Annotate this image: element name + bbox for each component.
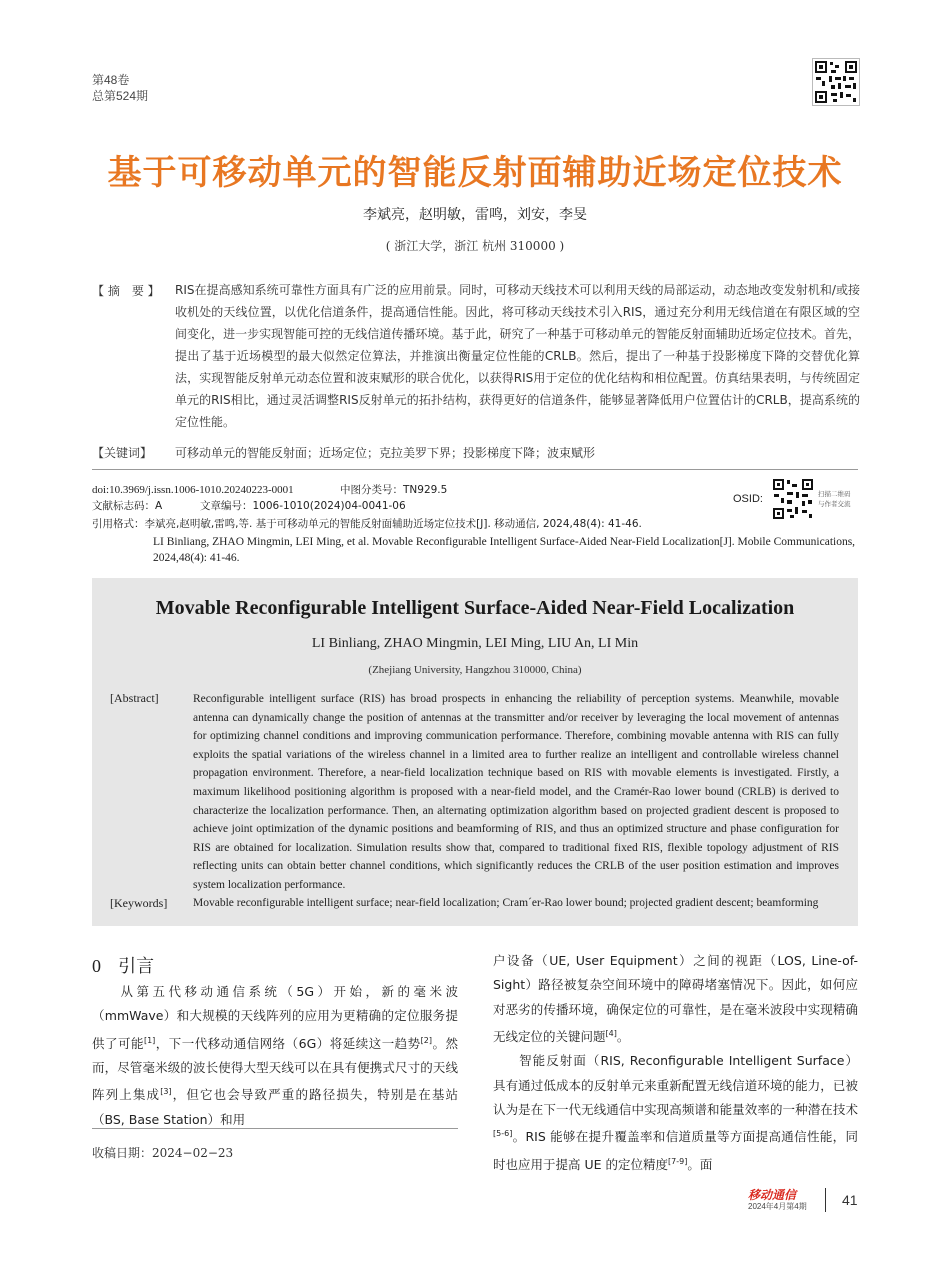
journal-logo: 移动通信: [748, 1188, 797, 1202]
paragraph-text: 户设备（UE, User Equipment）之间的视距（LOS, Line-of-Sight）路径被复杂空间环境中的障碍堵塞情况下。因此，如何应对恶劣的传播环境，确保定位的可靠性，是在毫米波段中实现精确无线定位的关键问题: [493, 953, 858, 1045]
english-title: Movable Reconfigurable Intelligent Surface-Aided Near-Field Localization: [155, 597, 795, 619]
citation-ref[interactable]: [4]: [605, 1028, 617, 1038]
paragraph-text: 。RIS 能够在提升覆盖率和信道质量等方面提高通信性能，同时也应用于提高 UE 的定位精度: [493, 1129, 858, 1172]
authors-cn: 李斌亮，赵明敏，雷鸣，刘安，李旻: [363, 207, 587, 223]
received-date: 收稿日期：2024−02−23: [92, 1146, 234, 1160]
section-title: 引言: [118, 956, 155, 977]
body-column-right: [493, 949, 858, 1177]
paragraph-text: 从第五代移动通信系统（5G）开始，新的毫米波（mmWave）和大规模的天线阵列的应用为更精确的定位服务提供了可能: [92, 984, 458, 1051]
keywords-cn-label: 【关键词】: [92, 446, 153, 460]
citation-en: LI Binliang, ZHAO Mingmin, LEI Ming, et al. Movable Reconfigurable Intelligent Surface-Aided Near-Field Localization[J]. Mobile Communications, 2024,48(4): 41-46.: [153, 536, 856, 564]
body-column-left: [92, 980, 458, 1132]
abstract-cn: RIS在提高感知系统可靠性方面具有广泛的应用前景。同时，可移动天线技术可以利用天线的局部运动，动态地改变发射机和/或接收机处的天线位置，以优化信道条件，提高通信性能。因此，将可移动天线技术引入RIS，通过充分利用无线信道在有限区域的空间变化，进一步实现智能可控的无线信道传播环境。基于此，研究了一种基于可移动单元的智能反射面辅助近场定位技术。首先，提出了基于近场模型的最大似然定位算法，并推演出衡量定位性能的CRLB。然后，提出了一种基于投影梯度下降的交替优化算法，实现智能反射单元动态位置和波束赋形的联合优化，以获得RIS用于定位的优化结构和相位配置。仿真结果表明，与传统固定单元的RIS相比，通过灵活调整RIS反射单元的拓扑结构，获得更好的信道条件，能够显著降低用户位置估计的CRLB，提高系统的定位性能。: [175, 283, 860, 429]
paragraph-text: ，下一代移动通信网络（6G）将延续这一趋势: [155, 1035, 421, 1051]
osid-note-line2: 与作者交流: [818, 500, 851, 508]
osid-note: [818, 489, 851, 509]
qr-code-icon: [812, 58, 860, 106]
citation-ref[interactable]: [5-6]: [493, 1129, 513, 1139]
section-heading: [92, 952, 154, 978]
journal-issue-date: 2024年4月第4期: [748, 1202, 807, 1211]
page-title: 基于可移动单元的智能反射面辅助近场定位技术: [107, 153, 843, 193]
english-abstract-label: [Abstract]: [110, 691, 159, 705]
osid-label: OSID:: [733, 493, 763, 505]
citation-ref[interactable]: [3]: [160, 1087, 172, 1097]
english-abstract: Reconfigurable intelligent surface (RIS) has broad prospects in enhancing the reliability of perception systems. Meanwhile, movable antenna can dynamically change the position of antennas at the transmitter and/or receiver by leveraging the local movement of antennas for optimizing channel conditions and improving communication performance. Therefore, combining movable antenna with RIS can fully exploits the spatial variations of the wireless channel in a limited area to further realize an intelligent and controllable wireless channel propagation environment. Therefore, a near-field localization technique based on RIS with movable elements is investigated. Firstly, a maximum likelihood positioning algorithm is proposed with a near-field model, and the Cramér-Rao lower bound (CRLB) is derived to characterize the localization performance. Then, an alternating optimization algorithm based on projected gradient descent is proposed to achieve joint optimization of the dynamic positions and beamforming of RIS, and thus an optimized structure and phase configuration for RIS are obtained for localization. Simulation results show that, compared to traditional fixed RIS, flexible topology adjustment of RIS reflecting units can obtain better channel conditions, which significantly reduces the CRLB of the user position estimation and improves system localization performance.: [193, 693, 839, 891]
paragraph-text: ，但它也会导致严重的路径损失，特别是在基站（BS, Base Station）和用: [92, 1087, 458, 1127]
osid-qr-icon: [772, 478, 814, 520]
clc-number: 中图分类号：TN929.5: [340, 484, 448, 496]
citation-ref[interactable]: [1]: [143, 1035, 156, 1045]
doi: doi:10.3969/j.issn.1006-1010.20240223-0001: [92, 484, 294, 496]
affiliation-cn: ( 浙江大学，浙江 杭州 310000 ): [385, 239, 565, 253]
english-affiliation: (Zhejiang University, Hangzhou 310000, China): [368, 664, 582, 676]
citation-ref[interactable]: [2]: [420, 1035, 433, 1045]
paragraph-text: 。: [616, 1029, 630, 1045]
citation-ref[interactable]: [7-9]: [668, 1156, 688, 1166]
article-number: 文章编号：1006-1010(2024)04-0041-06: [200, 500, 406, 512]
document-code: 文献标志码：A: [92, 500, 163, 512]
section-number: 0: [92, 956, 101, 976]
english-keywords: Movable reconfigurable intelligent surface; near-field localization; Cram´er-Rao lower bound; projected gradient descent; beamforming: [193, 897, 819, 909]
paragraph-text: 智能反射面（RIS, Reconfigurable Intelligent Surface）具有通过低成本的反射单元来重新配置无线信道环境的能力，已被认为是在下一代无线通信中实现高频谱和能量效率的一种潜在技术: [493, 1053, 858, 1117]
issue-number: 总第524期: [92, 89, 149, 103]
english-authors: LI Binliang, ZHAO Mingmin, LEI Ming, LIU An, LI Min: [311, 636, 639, 651]
paragraph-text: 。面: [687, 1156, 713, 1172]
english-keywords-label: [Keywords]: [110, 896, 168, 910]
footer-divider: [825, 1188, 826, 1212]
keywords-cn: 可移动单元的智能反射面；近场定位；克拉美罗下界；投影梯度下降；波束赋形: [175, 446, 596, 460]
paragraph-text: 。然而，尽管毫米级的波长使得大型天线可以在具有便携式尺寸的天线阵列上集成: [92, 1035, 458, 1103]
divider: [92, 469, 858, 470]
volume-info: [92, 72, 148, 104]
volume-number: 第48卷: [92, 73, 130, 87]
footnote-divider: [92, 1128, 458, 1129]
page-number: 41: [842, 1192, 858, 1208]
citation-cn: 引用格式：李斌亮,赵明敏,雷鸣,等. 基于可移动单元的智能反射面辅助近场定位技术[J]. 移动通信, 2024,48(4): 41-46.: [92, 518, 642, 530]
osid-note-line1: 扫描二维码: [818, 490, 851, 498]
abstract-cn-label: 【 摘 要 】: [92, 284, 160, 298]
